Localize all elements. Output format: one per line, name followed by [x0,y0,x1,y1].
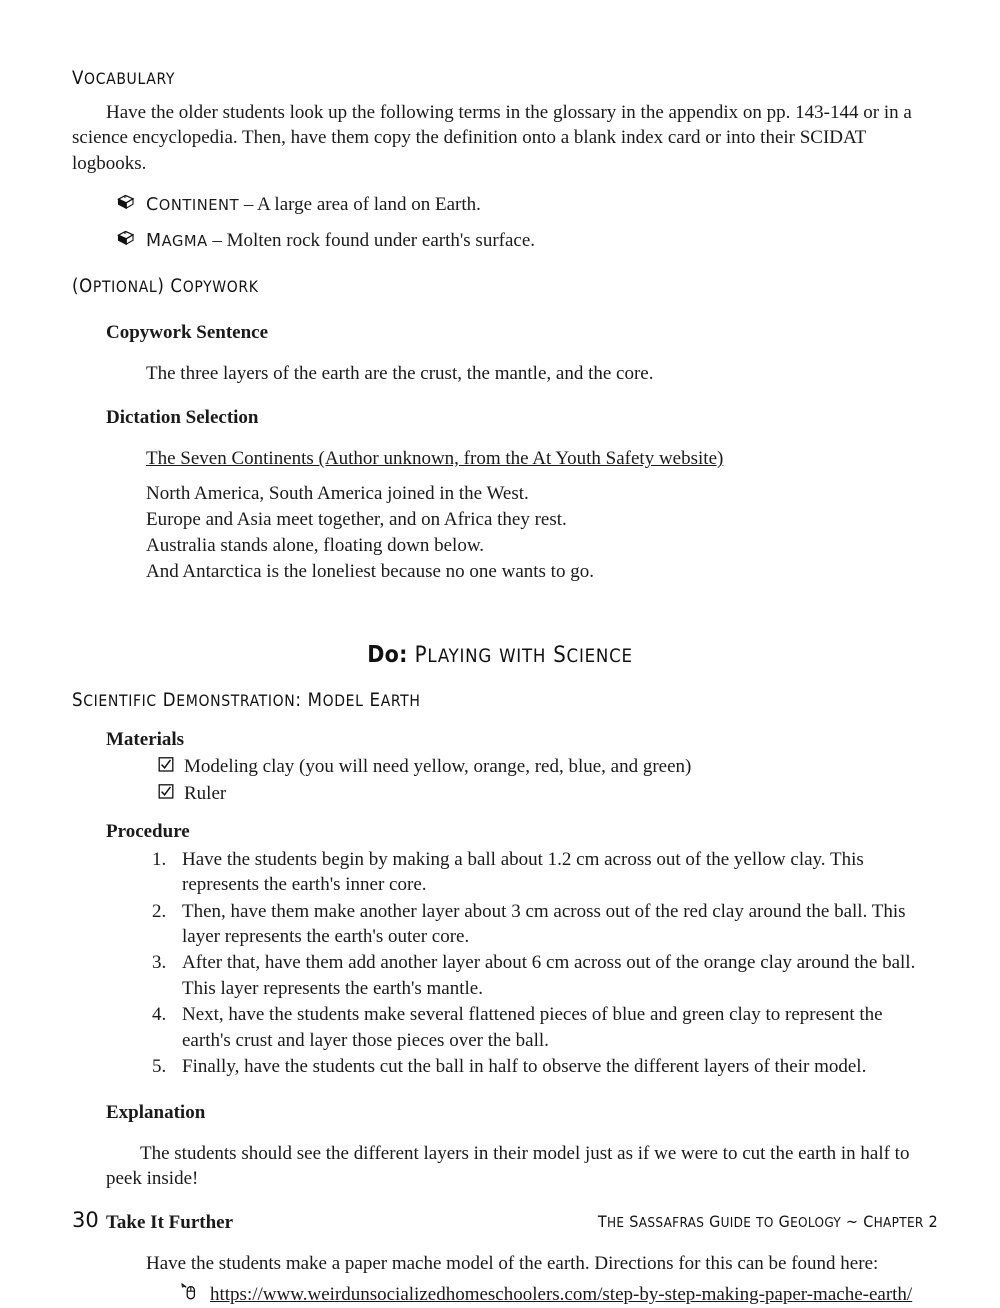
materials-block [72,728,928,807]
vocabulary-intro: Have the older students look up the following terms in the glossary in the appendix on pp. 143-144 or in a science encyclopedia. Then, have them copy the definition onto a blank index card or into their SCIDAT logbooks. [72,102,912,174]
vocabulary-term: CONTINENT [146,194,240,215]
book-bullet-icon [116,193,136,219]
resource-link[interactable]: https://www.weirdunsocializedhomeschoolers.com/step-by-step-making-paper-mache-earth/ [210,1284,913,1306]
copywork-sentence-text: The three layers of the earth are the crust, the mantle, and the core. [146,363,654,385]
material-item [158,781,928,807]
copywork-sentence-heading: Copywork Sentence [106,322,269,344]
procedure-heading: Procedure [106,820,190,842]
take-it-further-heading: Take It Further [106,1212,234,1234]
dictation-heading: Dictation Selection [106,407,259,429]
vocabulary-definition: – A large area of land on Earth. [243,193,481,215]
book-bullet-icon [116,229,136,255]
resource-link-row[interactable] [106,1280,928,1306]
do-title: PLAYING WITH SCIENCE [414,642,633,668]
poem-line: Europe and Asia meet together, and on Africa they rest. [146,509,567,531]
vocabulary-term-list [72,192,928,253]
explanation-block [72,1101,928,1191]
checked-box-icon[interactable] [158,782,175,808]
vocabulary-heading-text: VOCABULARY [72,68,175,89]
materials-heading: Materials [106,728,185,750]
vocabulary-term-content [146,228,535,254]
explanation-heading: Explanation [106,1101,206,1123]
procedure-block [72,820,928,1080]
vocabulary-definition: – Molten rock found under earth's surface. [212,229,536,251]
do-section-heading [72,641,928,670]
procedure-step: Finally, have the students cut the ball in half to observe the different layers of their model. [182,1056,867,1078]
copywork-heading [72,276,928,298]
dictation-poem [106,481,928,584]
checked-box-icon[interactable] [158,755,175,781]
procedure-step: Then, have them make another layer about 3 cm across out of the red clay around the ball. This layer represents the earth's outer core. [182,900,906,948]
mouse-click-icon [180,1282,200,1308]
dictation-block [72,406,928,584]
page-number: 30 [72,1208,99,1232]
copywork-sentence-block [72,321,928,386]
vocabulary-term-content [146,192,481,218]
copywork-heading-text: (OPTIONAL) COPYWORK [72,276,259,298]
procedure-step: After that, have them add another layer about 6 cm across out of the orange clay around the ball. This layer represents the earth's mantle. [182,952,916,999]
materials-list [106,754,928,806]
dictation-title: The Seven Continents (Author unknown, from the At Youth Safety website) [146,448,724,470]
poem-line: North America, South America joined in the West. [146,483,529,505]
vocabulary-heading [72,68,928,90]
vocabulary-term: MAGMA [146,230,208,251]
vocabulary-term-item [72,228,928,254]
do-label: Do: [367,641,408,668]
material-label: Ruler [184,782,227,804]
material-item [158,754,928,780]
poem-line: Australia stands alone, floating down below. [146,535,485,557]
scientific-demonstration-heading: SCIENTIFIC DEMONSTRATION: MODEL EARTH [72,689,421,711]
explanation-text: The students should see the different layers in their model just as if we were to cut the earth in half to peek inside! [106,1142,910,1189]
take-it-further-text: Have the students make a paper mache model of the earth. Directions for this can be found here: [146,1252,879,1274]
vocabulary-term-item [72,192,928,218]
page-content [72,68,928,1306]
procedure-step: Next, have the students make several flattened pieces of blue and green clay to represent the earth's crust and layer those pieces over the ball. [182,1004,883,1051]
procedure-step: Have the students begin by making a ball about 1.2 cm across out of the yellow clay. This represents the earth's inner core. [182,848,864,896]
page-footer [72,1208,938,1232]
poem-line: And Antarctica is the loneliest because no one wants to go. [146,560,594,582]
procedure-list [106,847,928,1080]
footer-title: THE SASSAFRAS GUIDE TO GEOLOGY ~ CHAPTER 2 [597,1212,938,1231]
material-label: Modeling clay (you will need yellow, orange, red, blue, and green) [184,756,692,778]
